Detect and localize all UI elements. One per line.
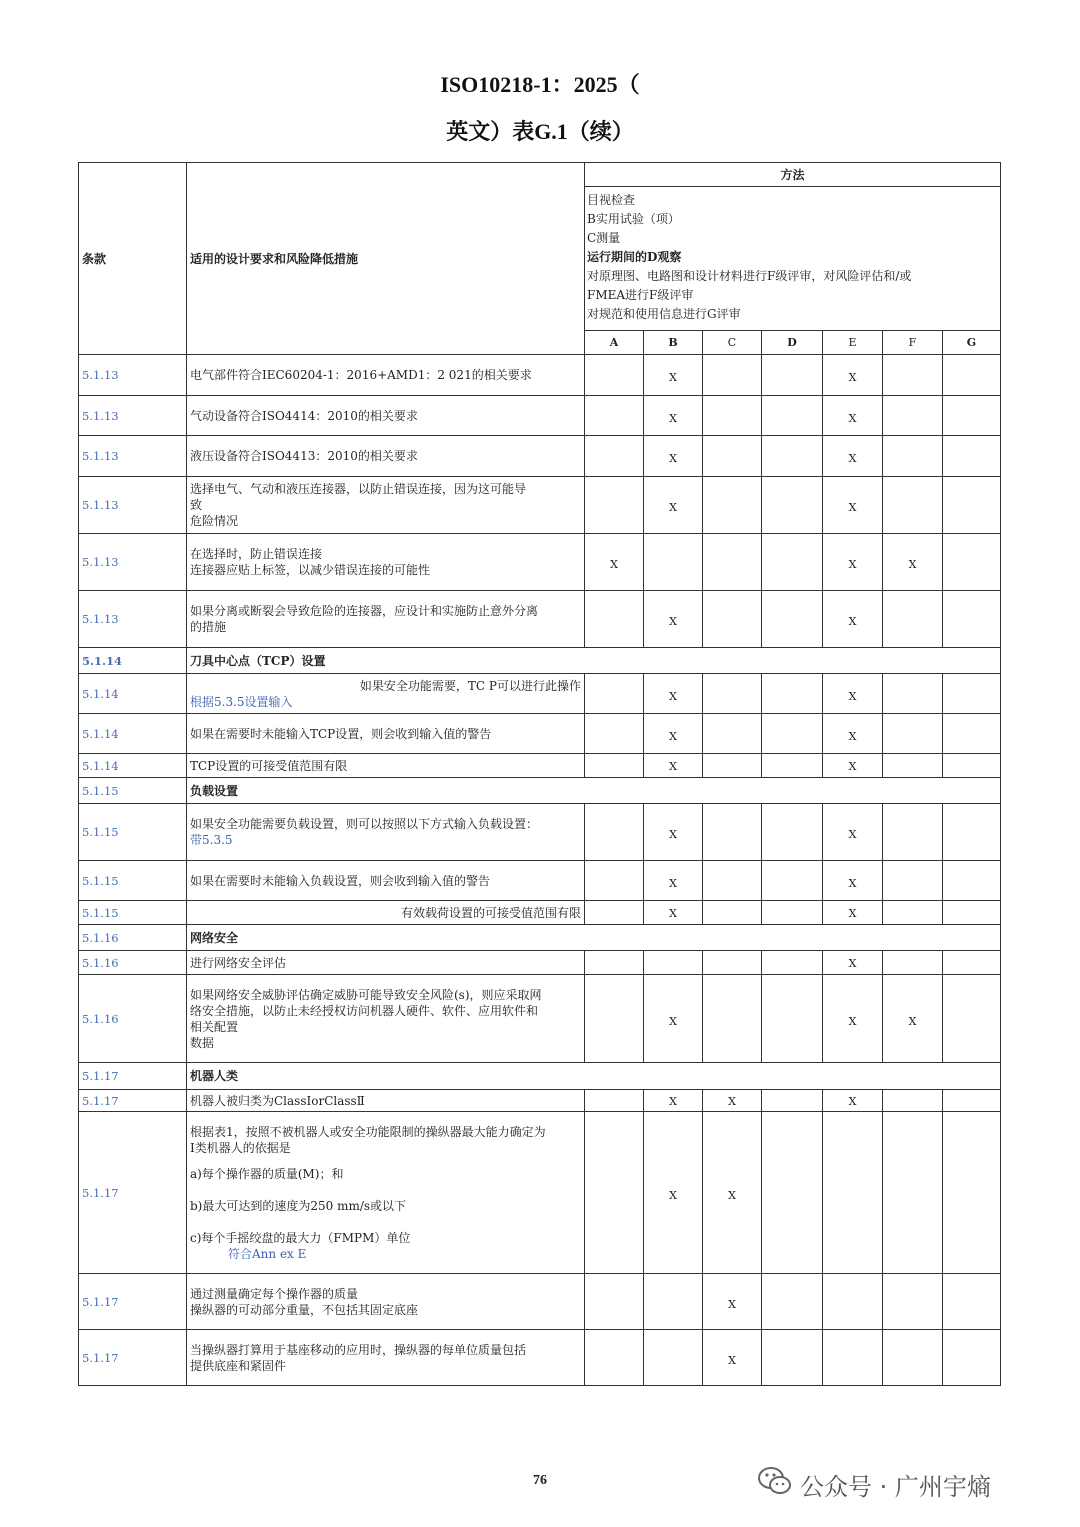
mark-c [703, 714, 762, 754]
mark-d [762, 951, 823, 975]
mark-c: X [703, 1090, 762, 1112]
mark-g [943, 951, 1001, 975]
clause-number: 5.1.16 [79, 975, 187, 1063]
table-row [79, 591, 1001, 648]
requirement-line: 提供底座和紧固件 [190, 1358, 287, 1373]
mark-b: X [644, 754, 703, 778]
requirement-reference: 根据5.3.5设置输入 [190, 694, 293, 709]
mark-a [585, 714, 644, 754]
requirement-line: 进行网络安全评估 [190, 955, 287, 970]
mark-g [943, 1330, 1001, 1386]
clause-number: 5.1.13 [79, 591, 187, 648]
method-d: 运行期间的D观察 [587, 250, 682, 264]
requirement-line: 有效载荷设置的可接受值范围有限 [400, 905, 581, 920]
mark-a [585, 674, 644, 714]
mark-e: X [823, 804, 883, 861]
mark-c [703, 951, 762, 975]
mark-d [762, 975, 823, 1063]
mark-b: X [644, 591, 703, 648]
mark-b: X [644, 1090, 703, 1112]
mark-g [943, 1090, 1001, 1112]
mark-c: X [703, 1274, 762, 1330]
clause-number: 5.1.17 [79, 1090, 187, 1112]
requirement-text [187, 674, 585, 714]
requirement-text [187, 355, 585, 396]
mark-f [883, 396, 943, 436]
method-c: C测量 [587, 231, 621, 245]
mark-g [943, 1274, 1001, 1330]
clause-number: 5.1.14 [79, 754, 187, 778]
mark-a [585, 861, 644, 901]
mark-d [762, 901, 823, 925]
method-a: 目视检查 [587, 193, 636, 207]
mark-g [943, 477, 1001, 534]
clause-number: 5.1.17 [79, 1112, 187, 1274]
mark-e: X [823, 355, 883, 396]
mark-b [644, 534, 703, 591]
clause-number: 5.1.15 [79, 901, 187, 925]
mark-e: X [823, 591, 883, 648]
requirement-list-item-b: b)最大可达到的速度为250 mm/s或以下 [190, 1198, 407, 1213]
mark-c [703, 901, 762, 925]
table-row [79, 1330, 1001, 1386]
clause-number: 5.1.17 [79, 1274, 187, 1330]
requirement-line: 数据 [190, 1035, 215, 1050]
mark-e: X [823, 951, 883, 975]
mark-c [703, 674, 762, 714]
section-title: 网络安全 [187, 925, 1001, 951]
mark-f [883, 754, 943, 778]
mark-c [703, 975, 762, 1063]
requirement-text [187, 1330, 585, 1386]
mark-e: X [823, 477, 883, 534]
method-f: 对原理图、电路图和设计材料进行F级评审，对风险评估和/或 [587, 269, 912, 283]
mark-b: X [644, 861, 703, 901]
mark-d [762, 477, 823, 534]
requirement-line: 当操纵器打算用于基座移动的应用时，操纵器的每单位质量包括 [190, 1342, 527, 1357]
mark-b: X [644, 975, 703, 1063]
mark-c [703, 591, 762, 648]
letter-a: A [585, 331, 644, 355]
section-row [79, 648, 1001, 674]
mark-f [883, 1330, 943, 1386]
wechat-icon [758, 1466, 792, 1502]
mark-f: X [883, 534, 943, 591]
mark-c [703, 861, 762, 901]
requirement-text [187, 975, 585, 1063]
mark-e: X [823, 714, 883, 754]
mark-g [943, 674, 1001, 714]
header-row-1 [79, 163, 1001, 187]
mark-g [943, 436, 1001, 477]
table-row [79, 861, 1001, 901]
mark-d [762, 534, 823, 591]
requirement-line: 气动设备符合ISO4414：2010的相关要求 [190, 408, 418, 423]
header-method: 方法 [585, 163, 1001, 187]
requirement-text [187, 477, 585, 534]
mark-a [585, 436, 644, 477]
clause-number: 5.1.14 [79, 674, 187, 714]
requirement-line: 选择电气、气动和液压连接器，以防止错误连接，因为这可能导 [190, 482, 527, 496]
watermark-text: 公众号 · 广州宇熵 [800, 1472, 991, 1501]
requirement-line: 根据表1，按照不被机器人或安全功能限制的操纵器最大能力确定为 [190, 1124, 546, 1139]
mark-e [823, 1112, 883, 1274]
clause-number: 5.1.17 [79, 1063, 187, 1090]
mark-e: X [823, 436, 883, 477]
mark-c: X [703, 1112, 762, 1274]
mark-b: X [644, 436, 703, 477]
mark-f [883, 1112, 943, 1274]
mark-f [883, 477, 943, 534]
table-row [79, 1090, 1001, 1112]
letter-c: C [703, 331, 762, 355]
mark-g [943, 534, 1001, 591]
mark-e: X [823, 901, 883, 925]
requirement-line: 操纵器的可动部分重量，不包括其固定底座 [190, 1302, 419, 1317]
document-title-line2: 英文）表G.1（续） [446, 119, 634, 144]
clause-number: 5.1.15 [79, 861, 187, 901]
mark-b: X [644, 674, 703, 714]
clause-number: 5.1.15 [79, 778, 187, 804]
mark-c [703, 754, 762, 778]
mark-e: X [823, 534, 883, 591]
mark-e: X [823, 396, 883, 436]
letter-e: E [823, 331, 883, 355]
mark-d [762, 754, 823, 778]
mark-a [585, 1274, 644, 1330]
requirement-line: 络安全措施，以防止未经授权访问机器人硬件、软件、应用软件和 [190, 1003, 539, 1018]
mark-b: X [644, 396, 703, 436]
mark-a [585, 1330, 644, 1386]
requirement-line: 连接器应贴上标签，以减少错误连接的可能性 [190, 563, 431, 577]
clause-number: 5.1.13 [79, 534, 187, 591]
requirement-text [187, 804, 585, 861]
mark-f [883, 951, 943, 975]
requirement-text [187, 1112, 585, 1274]
table-row [79, 804, 1001, 861]
header-clause: 条款 [79, 163, 187, 355]
requirement-text [187, 591, 585, 648]
requirement-line: 电气部件符合IEC60204-1：2016+AMD1：2 021的相关要求 [190, 368, 532, 382]
mark-d [762, 714, 823, 754]
method-f-2: FMEA进行F级评审 [587, 288, 694, 302]
requirement-line: 致 [190, 498, 203, 512]
section-title: 刀具中心点（TCP）设置 [187, 648, 1001, 674]
mark-a [585, 754, 644, 778]
requirement-list-item-c: c)每个手摇绞盘的最大力（FMPM）单位 [190, 1230, 411, 1245]
requirement-reference: 带5.3.5 [190, 833, 233, 847]
mark-g [943, 754, 1001, 778]
methods-legend [585, 187, 1001, 331]
section-row [79, 778, 1001, 804]
header-requirement: 适用的设计要求和风险降低措施 [187, 163, 585, 355]
table-row [79, 355, 1001, 396]
letter-b: B [644, 331, 703, 355]
requirement-text [187, 951, 585, 975]
mark-a: X [585, 534, 644, 591]
table-row [79, 951, 1001, 975]
mark-c [703, 396, 762, 436]
clause-number: 5.1.13 [79, 477, 187, 534]
clause-number: 5.1.15 [79, 804, 187, 861]
mark-a [585, 804, 644, 861]
section-title: 负载设置 [187, 778, 1001, 804]
mark-f [883, 1274, 943, 1330]
requirement-text [187, 396, 585, 436]
mark-d [762, 1112, 823, 1274]
mark-f: X [883, 975, 943, 1063]
mark-c [703, 355, 762, 396]
mark-f [883, 355, 943, 396]
section-title: 机器人类 [187, 1063, 1001, 1090]
clause-number: 5.1.17 [79, 1330, 187, 1386]
mark-f [883, 861, 943, 901]
requirement-line: 危险情况 [190, 514, 239, 528]
requirement-line: TCP设置的可接受值范围有限 [190, 758, 348, 773]
mark-a [585, 591, 644, 648]
table-row [79, 1274, 1001, 1330]
mark-e: X [823, 754, 883, 778]
mark-a [585, 396, 644, 436]
mark-c [703, 436, 762, 477]
clause-number: 5.1.16 [79, 925, 187, 951]
mark-e: X [823, 674, 883, 714]
mark-a [585, 1112, 644, 1274]
mark-a [585, 1090, 644, 1112]
method-g: 对规范和使用信息进行G评审 [587, 307, 741, 321]
mark-b: X [644, 477, 703, 534]
requirement-line: 如果分离或断裂会导致危险的连接器，应设计和实施防止意外分离 [190, 604, 539, 618]
mark-f [883, 674, 943, 714]
clause-number: 5.1.13 [79, 396, 187, 436]
table-row [79, 1112, 1001, 1274]
mark-a [585, 355, 644, 396]
letter-d: D [762, 331, 823, 355]
mark-a [585, 951, 644, 975]
mark-f [883, 591, 943, 648]
mark-g [943, 355, 1001, 396]
table-row [79, 477, 1001, 534]
mark-e: X [823, 1090, 883, 1112]
requirement-line: 如果安全功能需要，TC P可以进行此操作 [359, 678, 581, 693]
mark-f [883, 804, 943, 861]
mark-b [644, 1274, 703, 1330]
table-row [79, 901, 1001, 925]
mark-b: X [644, 804, 703, 861]
mark-f [883, 436, 943, 477]
mark-e [823, 1274, 883, 1330]
mark-g [943, 901, 1001, 925]
mark-g [943, 975, 1001, 1063]
table-row [79, 436, 1001, 477]
mark-g [943, 804, 1001, 861]
mark-e: X [823, 861, 883, 901]
requirement-text [187, 861, 585, 901]
requirement-text [187, 754, 585, 778]
table-row [79, 975, 1001, 1063]
mark-d [762, 436, 823, 477]
table-row [79, 714, 1001, 754]
page-number: 76 [533, 1473, 547, 1488]
mark-d [762, 396, 823, 436]
requirement-line: 在选择时，防止错误连接 [190, 547, 323, 561]
table-row [79, 534, 1001, 591]
mark-a [585, 901, 644, 925]
mark-g [943, 714, 1001, 754]
mark-d [762, 804, 823, 861]
method-b: B实用试验（项） [587, 212, 680, 226]
requirement-text [187, 1274, 585, 1330]
requirement-line: 如果安全功能需要负载设置，则可以按照以下方式输入负载设置： [190, 817, 539, 831]
mark-a [585, 975, 644, 1063]
watermark [758, 1466, 991, 1502]
clause-number: 5.1.14 [79, 648, 187, 674]
mark-f [883, 714, 943, 754]
mark-d [762, 674, 823, 714]
verification-table [78, 162, 1001, 1386]
section-row [79, 925, 1001, 951]
requirement-line: 如果在需要时未能输入负载设置，则会收到输入值的警告 [190, 873, 491, 888]
mark-c [703, 534, 762, 591]
requirement-line: 液压设备符合ISO4413：2010的相关要求 [190, 449, 418, 463]
mark-d [762, 1274, 823, 1330]
requirement-text [187, 1090, 585, 1112]
mark-b: X [644, 1112, 703, 1274]
mark-d [762, 1090, 823, 1112]
requirement-text [187, 901, 585, 925]
requirement-text [187, 436, 585, 477]
mark-g [943, 396, 1001, 436]
requirement-line: 通过测量确定每个操作器的质量 [190, 1286, 359, 1301]
letter-f: F [883, 331, 943, 355]
table-row [79, 754, 1001, 778]
requirement-list-item-a: a)每个操作器的质量(M)；和 [190, 1166, 344, 1181]
mark-f [883, 1090, 943, 1112]
mark-g [943, 861, 1001, 901]
clause-number: 5.1.14 [79, 714, 187, 754]
mark-a [585, 477, 644, 534]
requirement-line: 如果在需要时未能输入TCP设置，则会收到输入值的警告 [190, 726, 492, 741]
requirement-line: 相关配置 [190, 1019, 239, 1034]
mark-b [644, 1330, 703, 1386]
requirement-line: 如果网络安全威胁评估确定威胁可能导致安全风险(s)，则应采取网 [190, 987, 542, 1002]
mark-d [762, 591, 823, 648]
clause-number: 5.1.13 [79, 355, 187, 396]
mark-b: X [644, 901, 703, 925]
mark-g [943, 1112, 1001, 1274]
requirement-reference: 符合Ann ex E [228, 1246, 307, 1261]
section-row [79, 1063, 1001, 1090]
mark-b: X [644, 355, 703, 396]
mark-d [762, 355, 823, 396]
mark-f [883, 901, 943, 925]
mark-c: X [703, 1330, 762, 1386]
mark-c [703, 804, 762, 861]
mark-b: X [644, 714, 703, 754]
mark-e: X [823, 975, 883, 1063]
requirement-text [187, 534, 585, 591]
requirement-line: 的措施 [190, 620, 227, 634]
letter-g: G [943, 331, 1001, 355]
document-title-line1: ISO10218-1：2025（ [440, 72, 640, 97]
mark-d [762, 861, 823, 901]
clause-number: 5.1.13 [79, 436, 187, 477]
mark-e [823, 1330, 883, 1386]
table-row [79, 674, 1001, 714]
table-row [79, 396, 1001, 436]
mark-d [762, 1330, 823, 1386]
mark-b [644, 951, 703, 975]
mark-c [703, 477, 762, 534]
requirement-line: I类机器人的依据是 [190, 1140, 291, 1155]
clause-number: 5.1.16 [79, 951, 187, 975]
requirement-line: 机器人被归类为ClassIorClassⅡ [190, 1093, 365, 1108]
mark-g [943, 591, 1001, 648]
requirement-text [187, 714, 585, 754]
